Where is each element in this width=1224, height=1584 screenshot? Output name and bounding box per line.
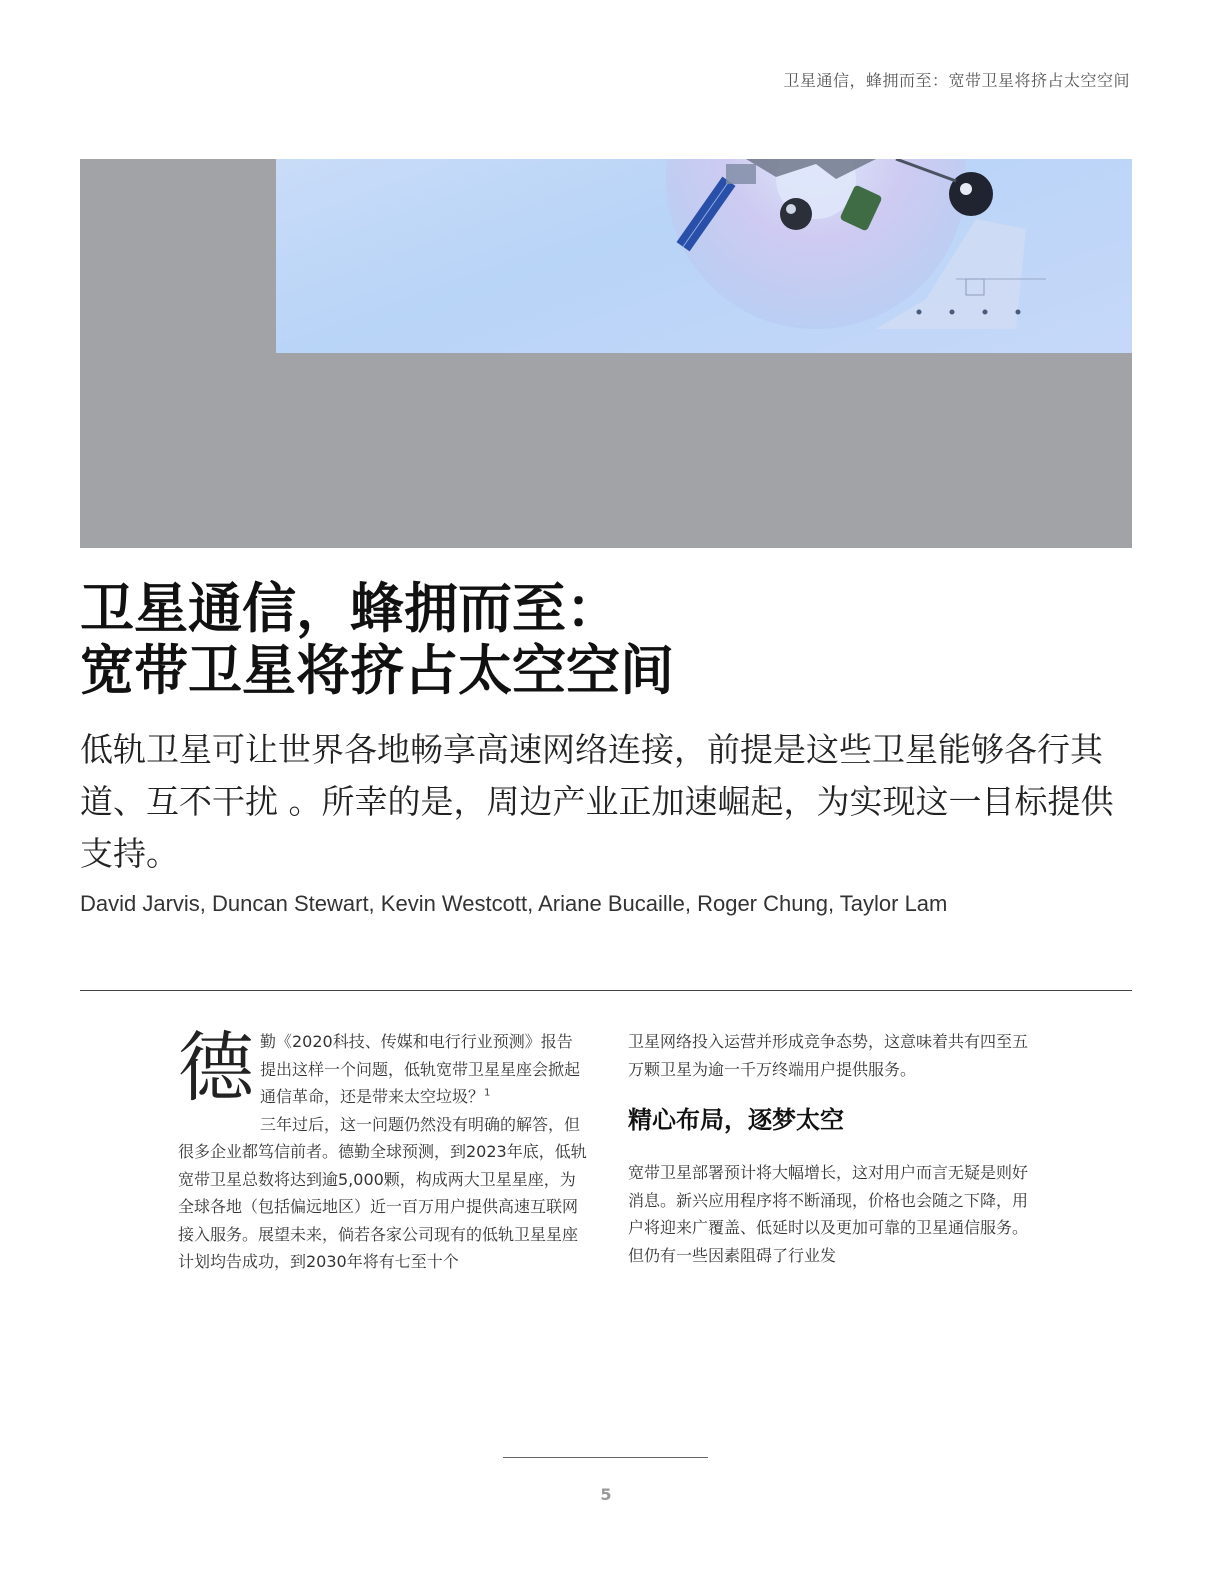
- running-header: 卫星通信，蜂拥而至：宽带卫星将挤占太空空间: [783, 71, 1130, 90]
- intro-text-continued: 三年过后，这一问题仍然没有明确的解答，但很多企业都笃信前者。德勤全球预测，到2023年底，低轨宽带卫星总数将达到逾5,000颗，构成两大卫星星座，为全球各地（包括偏远地区）近一百万用户提供高速互联网接入服务。展望未来，倘若各家公司现有的低轨卫星星座计划均告成功，到2030年将有七至十个: [178, 1114, 587, 1271]
- footnote-reference[interactable]: 1: [484, 1087, 491, 1099]
- section-paragraph: 宽带卫星部署预计将大幅增长，这对用户而言无疑是则好消息。新兴应用程序将不断涌现，价格也会随之下降，用户将迎来广覆盖、低延时以及更加可靠的卫星通信服务。但仍有一些因素阻碍了行业发: [628, 1163, 1029, 1265]
- article-subtitle: 低轨卫星可让世界各地畅享高速网络连接，前提是这些卫星能够各行其道、互不干扰 。所幸的是，周边产业正加速崛起，为实现这一目标提供支持。: [80, 730, 1114, 873]
- continued-paragraph: 卫星网络投入运营并形成竞争态势，这意味着共有四至五万颗卫星为逾一千万终端用户提供服务。: [628, 1032, 1029, 1079]
- article-title: [80, 578, 674, 702]
- intro-paragraph: [178, 1023, 588, 1276]
- section-heading: 精心布局，逐梦太空: [628, 1106, 844, 1134]
- body-column-right: [628, 1028, 1038, 1269]
- body-column-left: [178, 1023, 588, 1276]
- dropcap: 德: [178, 1023, 254, 1112]
- title-line-1: 卫星通信，蜂拥而至：: [80, 577, 620, 640]
- authors-line: David Jarvis, Duncan Stewart, Kevin Westcott, Ariane Bucaille, Roger Chung, Taylor Lam: [80, 891, 948, 916]
- satellite-illustration: [276, 159, 1132, 353]
- intro-text: 勤《2020科技、传媒和电行行业预测》报告提出这样一个问题，低轨宽带卫星星座会掀起通信革命，还是带来太空垃圾？: [260, 1032, 581, 1106]
- hero-satellite-image: [276, 159, 1132, 353]
- title-line-2: 宽带卫星将挤占太空空间: [80, 639, 674, 702]
- page-number: 5: [600, 1485, 612, 1504]
- hero-banner: [80, 159, 1132, 548]
- section-divider: [80, 990, 1132, 991]
- footer-divider: [503, 1457, 708, 1458]
